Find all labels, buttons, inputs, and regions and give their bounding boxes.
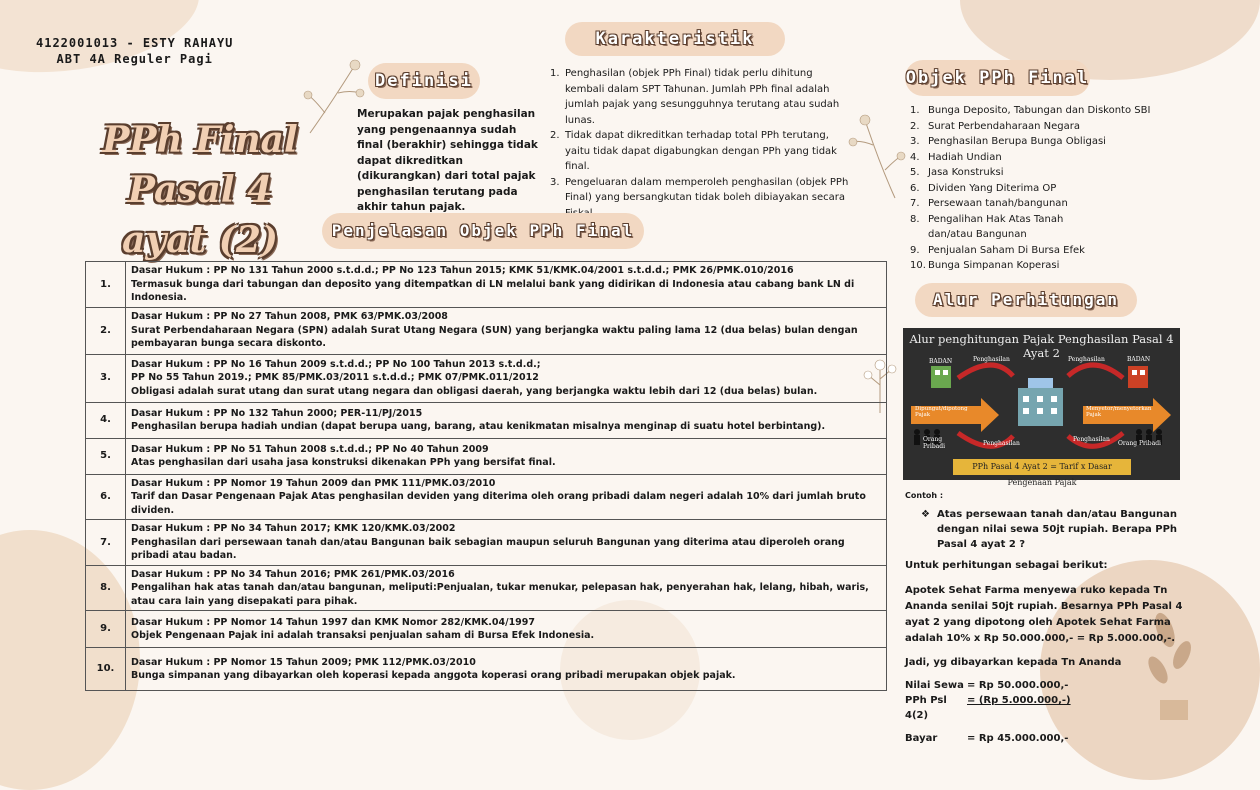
list-item: 1. Bunga Deposito, Tabungan dan Diskonto SBI: [910, 105, 1151, 116]
alur-heading: Alur Perhitungan: [915, 283, 1137, 317]
contoh-jadi: Jadi, yg dibayarkan kepada Tn Ananda: [905, 657, 1122, 668]
table-row: 9. Dasar Hukum : PP Nomor 14 Tahun 1997 dan KMK Nomor 282/KMK.04/1997 Objek Pengenaan Pajak ini adalah transaksi penjualan saham di Bursa Efek Indonesia.: [86, 611, 887, 648]
table-row: 4. Dasar Hukum : PP No 132 Tahun 2000; PER-11/PJ/2015 Penghasilan berupa hadiah undian (dapat berupa uang, barang, atau kenikmatan misalnya menginap di suatu hotel berbintang).: [86, 402, 887, 438]
table-row: 8. Dasar Hukum : PP No 34 Tahun 2016; PMK 261/PMK.03/2016 Pengalihan hak atas tanah dan/atau bangunan, meliputi:Penjualan, tukar menukar, pelepasan hak, penyerahan hak, lelang, hibah, waris, atau cara lain yang disepakati para pihak.: [86, 565, 887, 611]
table-row: 6. Dasar Hukum : PP Nomor 19 Tahun 2009 dan PMK 111/PMK.03/2010 Tarif dan Dasar Pengenaan Pajak Atas penghasilan deviden yang diterima oleh orang pribadi dalam negeri adalah 10% dari jumlah bruto dividen.: [86, 474, 887, 520]
calc-row: Nilai Sewa = Rp 50.000.000,-: [905, 680, 1069, 691]
contoh-intro: Untuk perhitungan sebagai berikut:: [905, 560, 1108, 571]
table-row: 10. Dasar Hukum : PP Nomor 15 Tahun 2009; PMK 112/PMK.03/2010 Bunga simpanan yang dibayarkan oleh koperasi kepada anggota koperasi orang pribadi merupakan objek pajak.: [86, 648, 887, 691]
definisi-text: Merupakan pajak penghasilan yang pengenaannya sudah final (berakhir) sehingga tidak dapat dikreditkan (dikurangkan) dari total pajak penghasilan terutang pada akhir tahun pajak.: [357, 108, 538, 213]
list-item: 2. Surat Perbendaharaan Negara: [910, 120, 1080, 132]
karakteristik-list: [550, 66, 855, 221]
label-penghasilan: Penghasilan: [1073, 436, 1110, 443]
list-item: 3. Penghasilan Berupa Bunga Obligasi: [910, 136, 1106, 147]
calc-row: Bayar = Rp 45.000.000,-: [905, 733, 1069, 744]
list-item: 9. Penjualan Saham Di Bursa Efek: [910, 244, 1085, 256]
diamond-bullet-icon: ❖: [921, 509, 930, 520]
list-item: 3. Pengeluaran dalam memperoleh penghasilan (objek PPh Final) yang bersangkutan tidak boleh dibiayakan secara: [550, 176, 849, 203]
label-badan-right: BADAN: [1127, 356, 1151, 363]
contoh-question: ❖ Atas persewaan tanah dan/atau Bangunan dengan nilai sewa 50jt rupiah. Berapa PPh Pasal 4 ayat 2 ?: [921, 509, 1178, 550]
student-id-name: 4122001013 - ESTY RAHAYU: [36, 36, 234, 50]
list-item: 2. Tidak dapat dikreditkan terhadap total PPh terutang, yaitu tidak dapat digabungkan dengan PPh yang tidak final.: [550, 130, 837, 172]
list-item: 6. Dividen Yang Diterima OP: [910, 182, 1057, 194]
table-row: 2. Dasar Hukum : PP No 27 Tahun 2008, PMK 63/PMK.03/2008 Surat Perbendaharaan Negara (SPN) adalah Surat Utang Negara (SUN) yang berjangka waktu paling lama 12 (dua belas) bulan dengan pembayaran bunga secara diskonto.: [86, 307, 887, 354]
penjelasan-heading: Penjelasan Objek PPh Final: [322, 213, 644, 249]
label-dipotong: Dipungut/dipotong Pajak: [915, 406, 968, 418]
alur-formula: PPh Pasal 4 Ayat 2 = Tarif x Dasar Pengenaan Pajak: [953, 459, 1131, 475]
label-orang-pribadi-left: Orang Pribadi: [923, 436, 946, 450]
definisi-heading: Definisi: [368, 63, 480, 99]
list-item: 7. Persewaan tanah/bangunan: [910, 198, 1068, 209]
title-line-1: PPh Final: [102, 119, 298, 161]
list-item: 5. Jasa Konstruksi: [910, 167, 1004, 178]
label-badan-left: BADAN: [929, 358, 953, 365]
label-orang-pribadi-right: Orang Pribadi: [1118, 440, 1161, 447]
student-class: ABT 4A Reguler Pagi: [56, 52, 213, 66]
karakteristik-heading: Karakteristik: [565, 22, 785, 56]
alur-diagram-title: Alur penghitungan Pajak Penghasilan Pasal 4 Ayat 2: [909, 332, 1174, 360]
objek-list: [910, 103, 1170, 274]
penjelasan-table: [85, 261, 887, 691]
label-penghasilan: Penghasilan: [973, 356, 1010, 363]
calc-row: PPh Psl 4(2) = (Rp 5.000.000,-): [905, 695, 1071, 721]
list-item: 4. Hadiah Undian: [910, 151, 1002, 163]
table-row: 7. Dasar Hukum : PP No 34 Tahun 2017; KMK 120/KMK.03/2002 Penghasilan dari persewaan tanah dan/atau Bangunan baik sebagian maupun seluruh Bangunan yang diterima atau diperoleh orang pribadi atau badan.: [86, 520, 887, 566]
objek-heading: Objek PPh Final: [905, 60, 1090, 96]
title-line-2: Pasal 4 ayat (2): [122, 169, 278, 261]
contoh-label: Contoh :: [905, 491, 944, 500]
student-info: [36, 35, 233, 67]
label-menyetor: Menyetor/menyetorkan Pajak: [1086, 406, 1152, 418]
table-row: 1. Dasar Hukum : PP No 131 Tahun 2000 s.t.d.d.; PP No 123 Tahun 2015; KMK 51/KMK.04/2001 s.t.d.d.; PMK 26/PMK.010/2016 Termasuk bunga dari tabungan dan deposito yang ditempatkan di LN melalui bank yang didirikan di Indonesia atau cabang bank LN di Indonesia.: [86, 262, 887, 308]
label-penghasilan: Penghasilan: [983, 440, 1020, 447]
contoh-explanation: Apotek Sehat Farma menyewa ruko kepada Tn Ananda senilai 50jt rupiah. Besarnya PPh Pasal 4 ayat 2 yang dipotong oleh Apotek Sehat Farma adalah 10% x Rp 50.000.000,- = Rp 5.000.000,-.: [905, 585, 1183, 644]
list-item: 1. Penghasilan (objek PPh Final) tidak perlu dihitung kembali dalam SPT Tahunan. Jumlah PPh final adalah jumlah pajak yang sesungguhnya terutang atau sudah lunas.: [550, 68, 840, 126]
page-title: [80, 115, 320, 265]
list-item: 10. Bunga Simpanan Koperasi: [910, 260, 1060, 271]
table-row: 5. Dasar Hukum : PP No 51 Tahun 2008 s.t.d.d.; PP No 40 Tahun 2009 Atas penghasilan dari usaha jasa konstruksi dikenakan PPh yang bersifat final.: [86, 438, 887, 474]
alur-diagram: [903, 328, 1180, 487]
contoh-section: [905, 488, 1185, 746]
table-row: 3. Dasar Hukum : PP No 16 Tahun 2009 s.t.d.d.; PP No 100 Tahun 2013 s.t.d.d.; PP No 55 Tahun 2019.; PMK 85/PMK.03/2011 s.t.d.d.; PMK 07/PMK.011/2012 Obligasi adalah surat utang dan surat utang negara dan obligasi daerah, yang berjangka waktu lebih dari 12 (dua belas) bulan.: [86, 354, 887, 402]
list-item: 8. Pengalihan Hak Atas Tanah dan/atau Bangunan: [910, 213, 1064, 240]
label-penghasilan: Penghasilan: [1068, 356, 1105, 363]
